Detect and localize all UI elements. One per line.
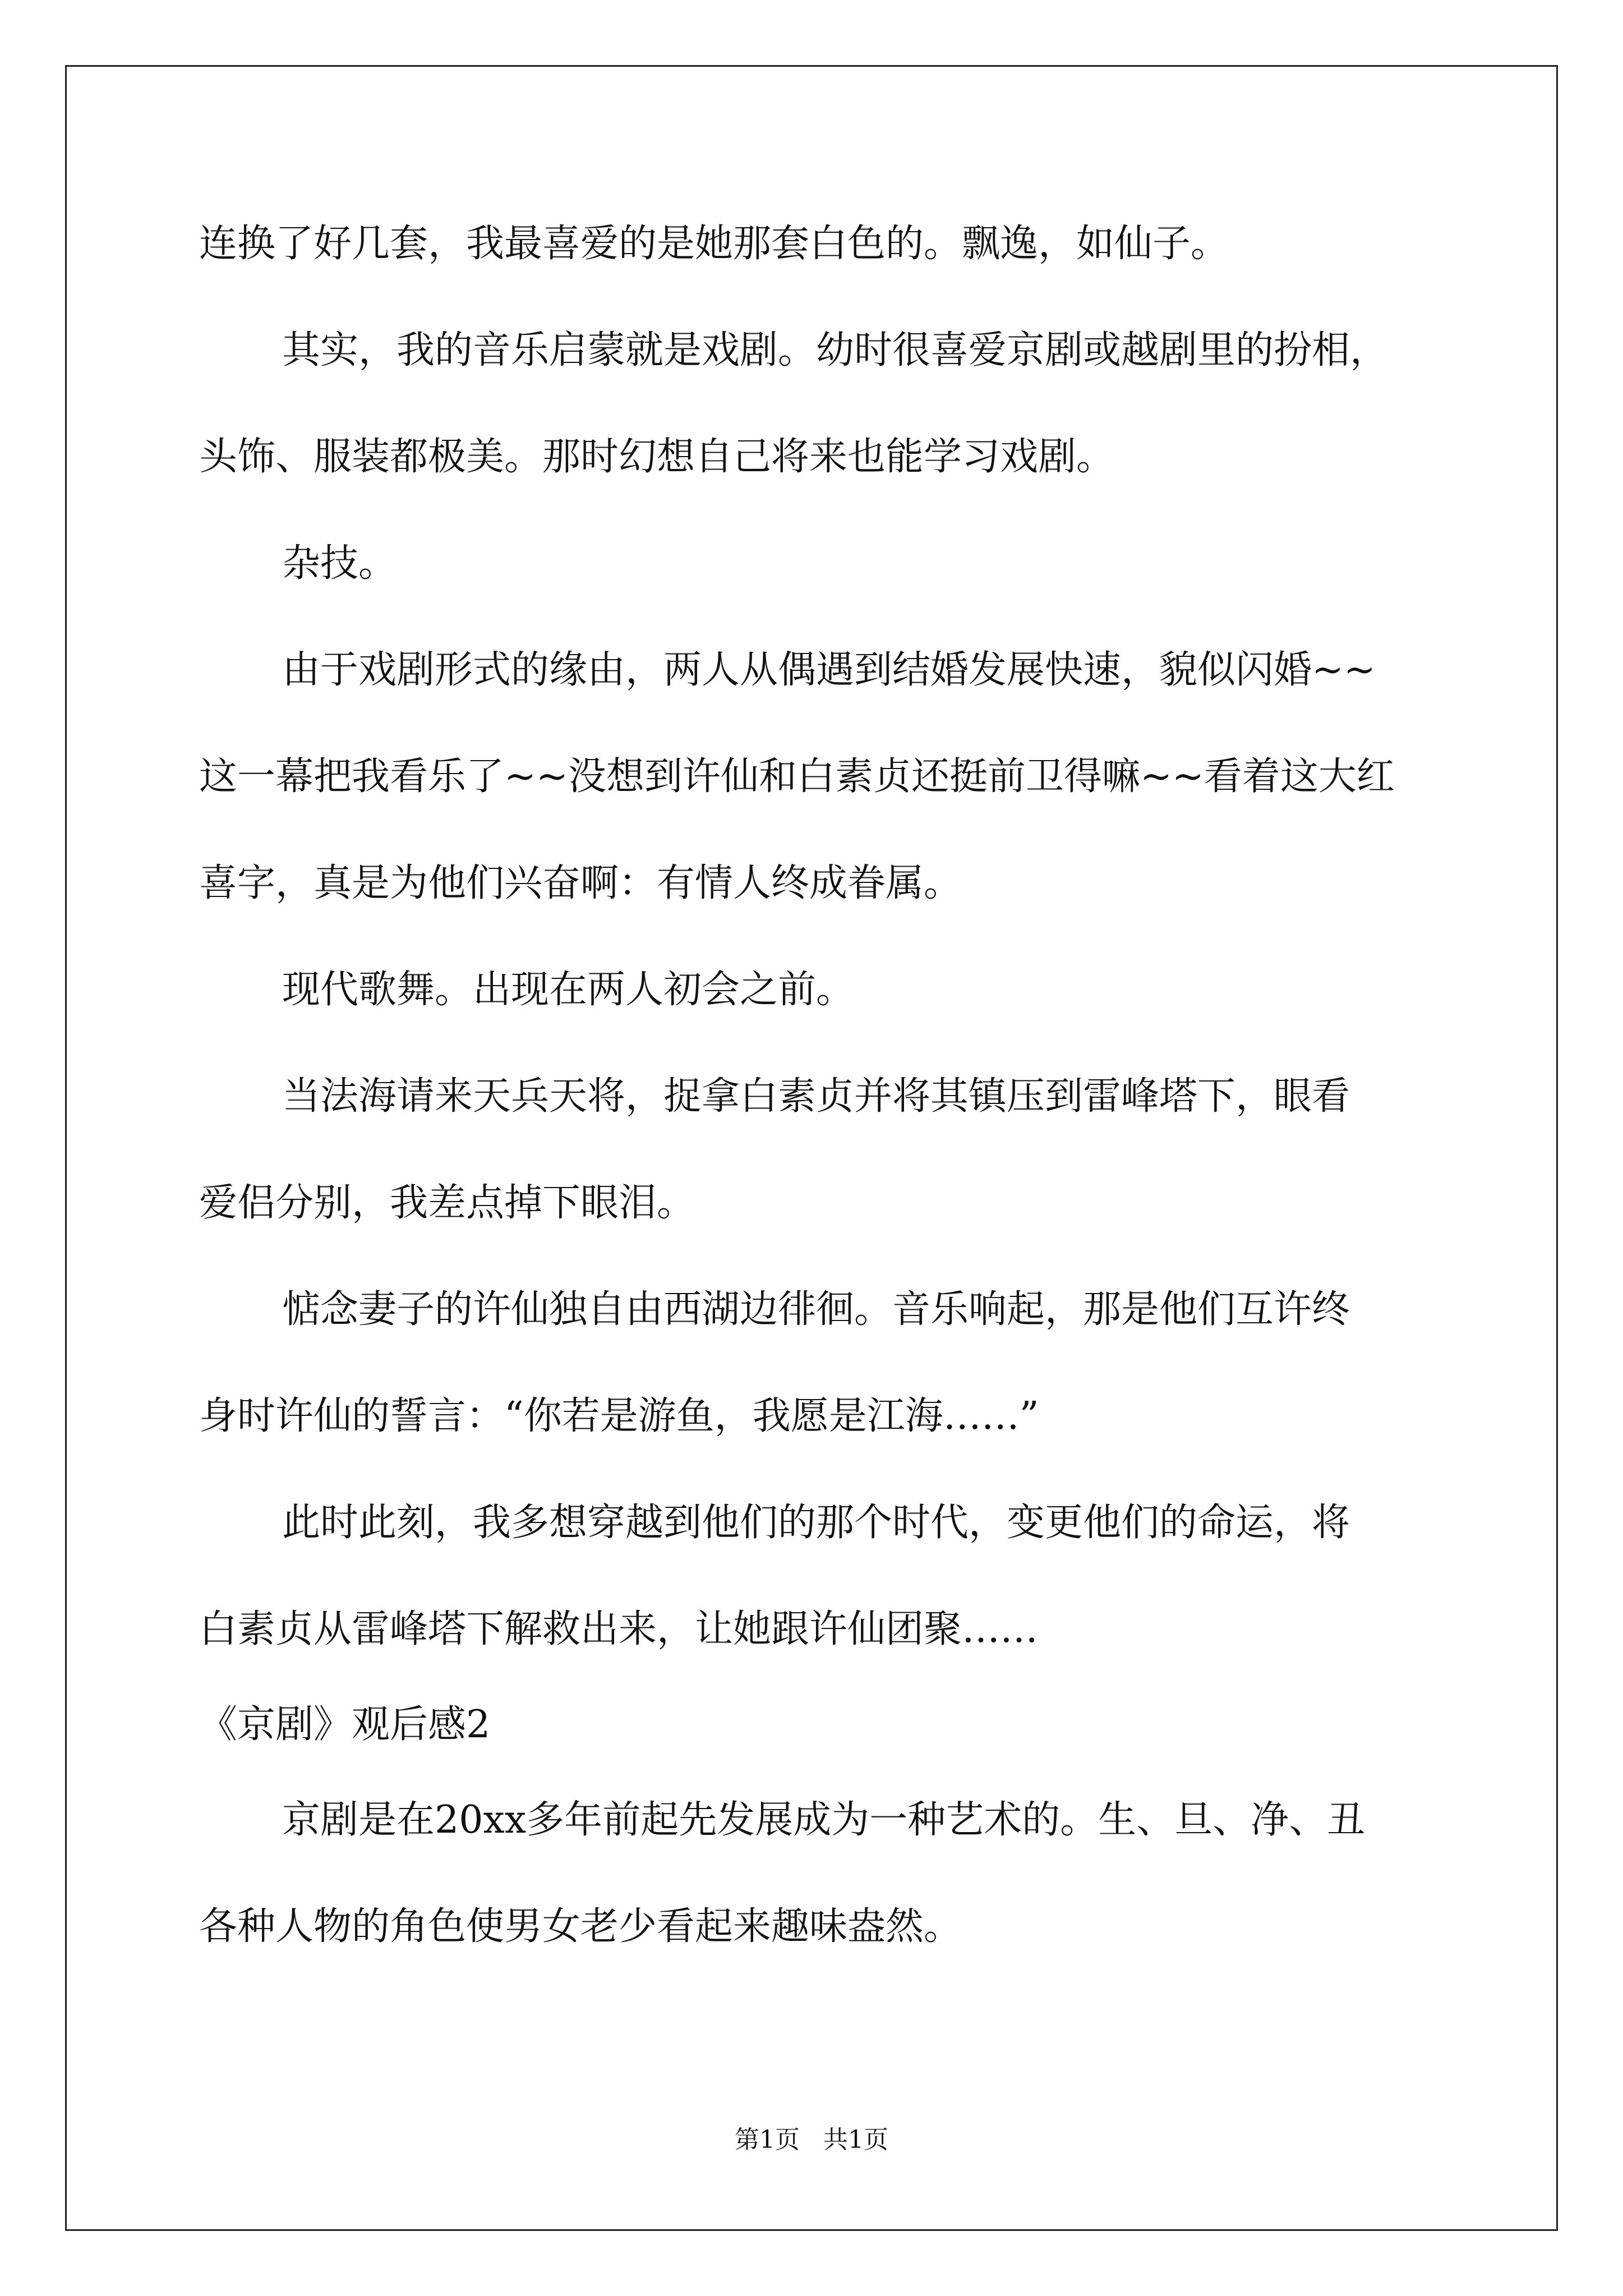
text-line: 身时许仙的誓言：“你若是游鱼，我愿是江海……”	[199, 1394, 1039, 1438]
text-line: 头饰、服装都极美。那时幻想自己将来也能学习戏剧。	[199, 435, 1115, 479]
text-line: 这一幕把我看乐了~~没想到许仙和白素贞还挺前卫得嘛~~看着这大红	[199, 754, 1395, 799]
paragraph-line: 京剧是在20xx多年前起先发展成为一种艺术的。生、旦、净、丑	[282, 1798, 1366, 1842]
paragraph-line: 此时此刻，我多想穿越到他们的那个时代，变更他们的命运，将	[282, 1501, 1350, 1545]
paragraph-line: 其实，我的音乐启蒙就是戏剧。幼时很喜爱京剧或越剧里的扮相，	[282, 328, 1389, 372]
page-number-footer: 第1页 共1页	[735, 2125, 888, 2154]
text-line: 白素贞从雷峰塔下解救出来，让她跟许仙团聚……	[199, 1607, 1039, 1651]
paragraph-line: 当法海请来天兵天将，捉拿白素贞并将其镇压到雷峰塔下，眼看	[282, 1074, 1350, 1119]
text-line: 爱侣分别，我差点掉下眼泪。	[199, 1181, 695, 1225]
section-heading: 《京剧》观后感2	[199, 1703, 491, 1747]
paragraph-line: 由于戏剧形式的缘由，两人从偶遇到结婚发展快速，貌似闪婚~~	[282, 648, 1376, 692]
paragraph-line: 现代歌舞。出现在两人初会之前。	[282, 968, 855, 1012]
text-line: 连换了好几套，我最喜爱的是她那套白色的。飘逸，如仙子。	[199, 222, 1229, 266]
paragraph-line: 惦念妻子的许仙独自由西湖边徘徊。音乐响起，那是他们互许终	[282, 1287, 1350, 1332]
paragraph-line: 杂技。	[282, 541, 397, 586]
text-line: 喜字，真是为他们兴奋啊：有情人终成眷属。	[199, 861, 962, 905]
text-line: 各种人物的角色使男女老少看起来趣味盎然。	[199, 1904, 962, 1949]
